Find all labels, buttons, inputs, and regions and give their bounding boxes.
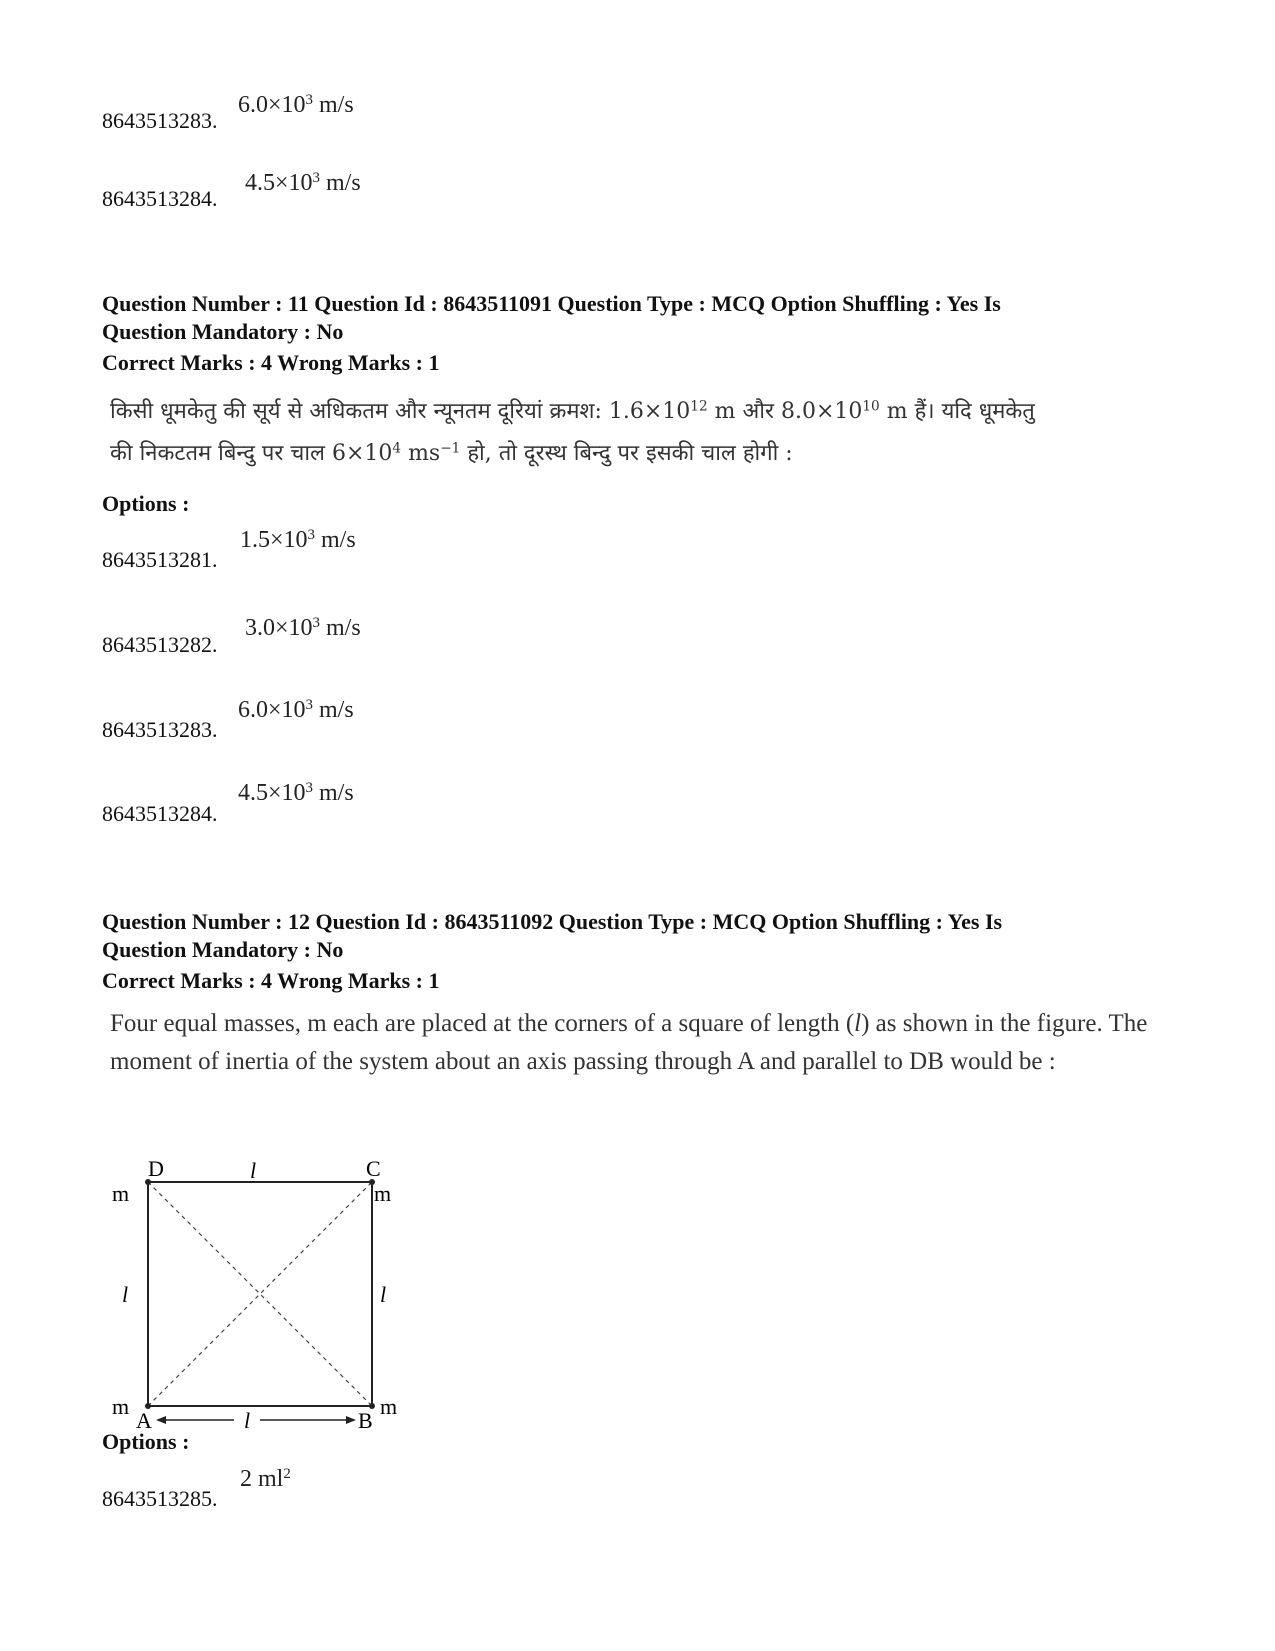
corner-label-a: A — [136, 1408, 152, 1433]
question-11-text: किसी धूमकेतु की सूर्य से अधिकतम और न्यूनतम दूरियां क्रमश: $1.6\times 10^{12}$ m और $8.0\times 10^{10}$ m हैं। यदि धूमकेतु की निकटतम बिन्दु पर चाल $6\times 10^4$ $ms^{-1}$ हो, तो दूरस्थ बिन्दु पर इसकी चाल होगी : — [110, 398, 1035, 466]
option-id: 8643513284. — [102, 186, 218, 211]
question-header-line: Question Mandatory : No — [102, 319, 344, 344]
option-id[interactable]: 8643513281. — [102, 547, 218, 572]
options-label: Options : — [102, 491, 190, 516]
option-id[interactable]: 8643513282. — [102, 632, 218, 657]
corner-label-d: D — [148, 1156, 164, 1181]
arrowhead-right — [346, 1416, 356, 1424]
question-11-marks: Correct Marks : 4 Wrong Marks : 1 — [102, 350, 440, 375]
option-value: $1.5\times 10^3$ m/s — [240, 526, 356, 553]
diagonal-ac — [148, 1182, 372, 1406]
square-masses-figure — [108, 1156, 428, 1433]
side-label-bottom: l — [244, 1408, 251, 1433]
option-id: 8643513283. — [102, 108, 218, 133]
question-header-line: Question Number : 11 Question Id : 8643511091 Question Type : MCQ Option Shuffling : Yes Is — [102, 291, 1001, 316]
mass-label-d: m — [112, 1181, 130, 1206]
option-id[interactable]: 8643513283. — [102, 717, 218, 742]
option-value: $6.0\times 10^3$ m/s — [238, 696, 354, 723]
side-label-top: l — [250, 1158, 257, 1183]
option-value: $4.5\times 10^3$ m/s — [245, 169, 361, 196]
option-id[interactable]: 8643513284. — [102, 801, 218, 826]
options-label: Options : — [102, 1429, 190, 1454]
mass-label-a: m — [112, 1394, 130, 1419]
question-header-line: Question Number : 12 Question Id : 8643511092 Question Type : MCQ Option Shuffling : Yes Is — [102, 909, 1003, 934]
question-12-text: Four equal masses, m each are placed at the corners of a square of length (l) as shown in the figure. The moment of inertia of the system about an axis passing through A and parallel to DB would be : — [110, 1010, 1148, 1075]
option-value: $3.0\times 10^3$ m/s — [245, 614, 361, 641]
question-11-header — [102, 290, 1182, 346]
diagonal-db — [148, 1182, 372, 1406]
side-label-left: l — [122, 1282, 129, 1307]
side-label-right: l — [380, 1282, 387, 1307]
question-12-marks: Correct Marks : 4 Wrong Marks : 1 — [102, 968, 440, 993]
option-id[interactable]: 8643513285. — [102, 1486, 218, 1511]
question-header-line: Question Mandatory : No — [102, 937, 344, 962]
corner-label-b: B — [358, 1408, 373, 1433]
arrowhead-left — [156, 1416, 166, 1424]
option-value: 2 $ml^2$ — [240, 1465, 291, 1492]
option-value: $4.5\times 10^3$ m/s — [238, 779, 354, 806]
mass-label-c: m — [374, 1181, 392, 1206]
question-12-header — [102, 908, 1182, 964]
corner-label-c: C — [366, 1156, 381, 1181]
option-value: $6.0\times 10^3$ m/s — [238, 91, 354, 118]
mass-label-b: m — [380, 1394, 398, 1419]
